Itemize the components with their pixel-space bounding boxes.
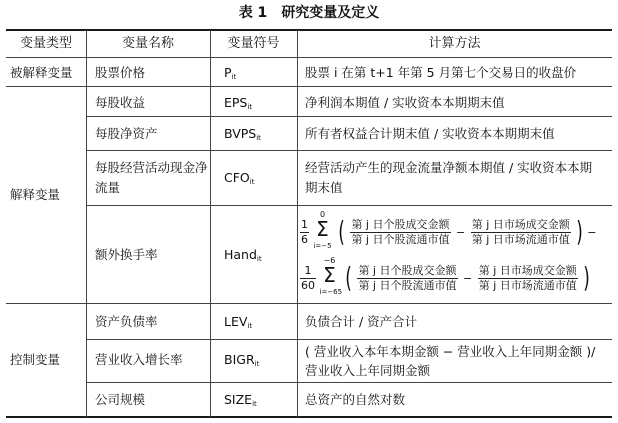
var-method-bigr-line1: ( 营业收入本年本期金额 − 营业收入上年同期金额 )/	[305, 344, 596, 359]
var-symbol-price: $P_{it}$	[224, 65, 237, 81]
row-rule	[86, 116, 612, 117]
col-divider	[297, 30, 298, 417]
stock-ratio: $\frac{\text{第 j 日个股成交金额}}{\text{第 j 日个股流通市值}}$	[358, 263, 457, 292]
var-symbol-bvps: $BVPS_{it}$	[224, 126, 261, 142]
group-control: 控制变量	[10, 352, 61, 367]
var-method-bigr-line2: 营业收入上年同期金额	[305, 363, 431, 378]
var-symbol-size: $SIZE_{it}$	[224, 392, 257, 408]
var-method-eps: 净利润本期值 / 实收资本本期期末值	[305, 95, 505, 110]
stock-ratio: $\frac{\text{第 j 日个股成交金额}}{\text{第 j 日个股流通市值}}$	[351, 217, 450, 246]
header-variable-name: 变量名称	[121, 36, 174, 51]
col-divider	[210, 30, 211, 417]
market-ratio: $\frac{\text{第 j 日市场成交金额}}{\text{第 j 日市场流通市值}}$	[471, 217, 570, 246]
row-rule	[86, 150, 612, 151]
var-method-size: 总资产的自然对数	[305, 392, 406, 407]
hand-formula-line1: $\frac{1}{6}$ 0 Σ i=−5 ( $\frac{\text{第 j 日个股成交金额}}{\text{第 j 日个股流通市值}}$ − $\frac{\text{第 j 日市场成交金额}}{\text{第 j 日市场流通市值}}$ ) −	[301, 210, 597, 250]
var-method-lev: 负债合计 / 资产合计	[305, 314, 418, 329]
var-name-size: 公司规模	[95, 392, 146, 407]
header-variable-type: 变量类型	[19, 36, 72, 51]
row-rule	[86, 339, 612, 340]
coef-fraction: $\frac{1}{6}$	[301, 217, 308, 246]
header-rule	[6, 57, 612, 58]
table-number: 表 1	[238, 5, 268, 21]
coef-fraction: $\frac{1}{60}$	[301, 263, 315, 292]
col-divider	[86, 30, 87, 417]
var-name-eps: 每股收益	[95, 95, 146, 110]
table-title: 研究变量及定义	[281, 5, 380, 21]
var-symbol-bigr: $BIGR_{it}$	[224, 352, 260, 368]
var-name-bigr: 营业收入增长率	[95, 352, 183, 367]
sum-operator: −6 Σ i=−65	[319, 256, 343, 296]
group-explanatory: 解释变量	[10, 187, 61, 202]
group-explained: 被解释变量	[10, 65, 73, 80]
var-method-cfo-line2: 期末值	[305, 180, 343, 195]
row-rule	[86, 382, 612, 383]
var-symbol-lev: $LEV_{it}$	[224, 314, 253, 330]
var-method-cfo-line1: 经营活动产生的现金流量净额本期值 / 实收资本本期	[305, 160, 593, 175]
var-name-hand: 额外换手率	[95, 247, 158, 262]
bottom-rule	[6, 416, 612, 418]
header-variable-symbol: 变量符号	[227, 36, 280, 51]
market-ratio: $\frac{\text{第 j 日市场成交金额}}{\text{第 j 日市场流通市值}}$	[478, 263, 577, 292]
var-name-bvps: 每股净资产	[95, 126, 158, 141]
var-name-cfo-line1: 每股经营活动现金净	[95, 160, 208, 175]
var-method-bvps: 所有者权益合计期末值 / 实收资本本期期末值	[305, 126, 555, 141]
group-rule-2	[6, 303, 612, 304]
group-rule-1	[6, 86, 612, 87]
hand-formula-line2: $\frac{1}{60}$ −6 Σ i=−65 ( $\frac{\text{第 j 日个股成交金额}}{\text{第 j 日个股流通市值}}$ − $\frac{\text{第 j 日市场成交金额}}{\text{第 j 日市场流通市值}}$ )	[301, 256, 591, 296]
sum-operator: 0 Σ i=−5	[313, 210, 332, 250]
var-symbol-eps: $EPS_{it}$	[224, 95, 253, 111]
top-rule	[6, 29, 612, 31]
var-name-cfo-line2: 流量	[95, 180, 121, 195]
row-rule	[86, 205, 612, 206]
table-caption	[0, 3, 618, 23]
var-name-price: 股票价格	[95, 65, 146, 80]
var-symbol-cfo: $CFO_{it}$	[224, 170, 255, 186]
var-name-lev: 资产负债率	[95, 314, 158, 329]
header-calculation-method: 计算方法	[428, 36, 481, 51]
var-symbol-hand: Hand$_{it}$	[224, 247, 262, 263]
var-method-price: 股票 i 在第 t+1 年第 5 月第七个交易日的收盘价	[305, 65, 577, 80]
